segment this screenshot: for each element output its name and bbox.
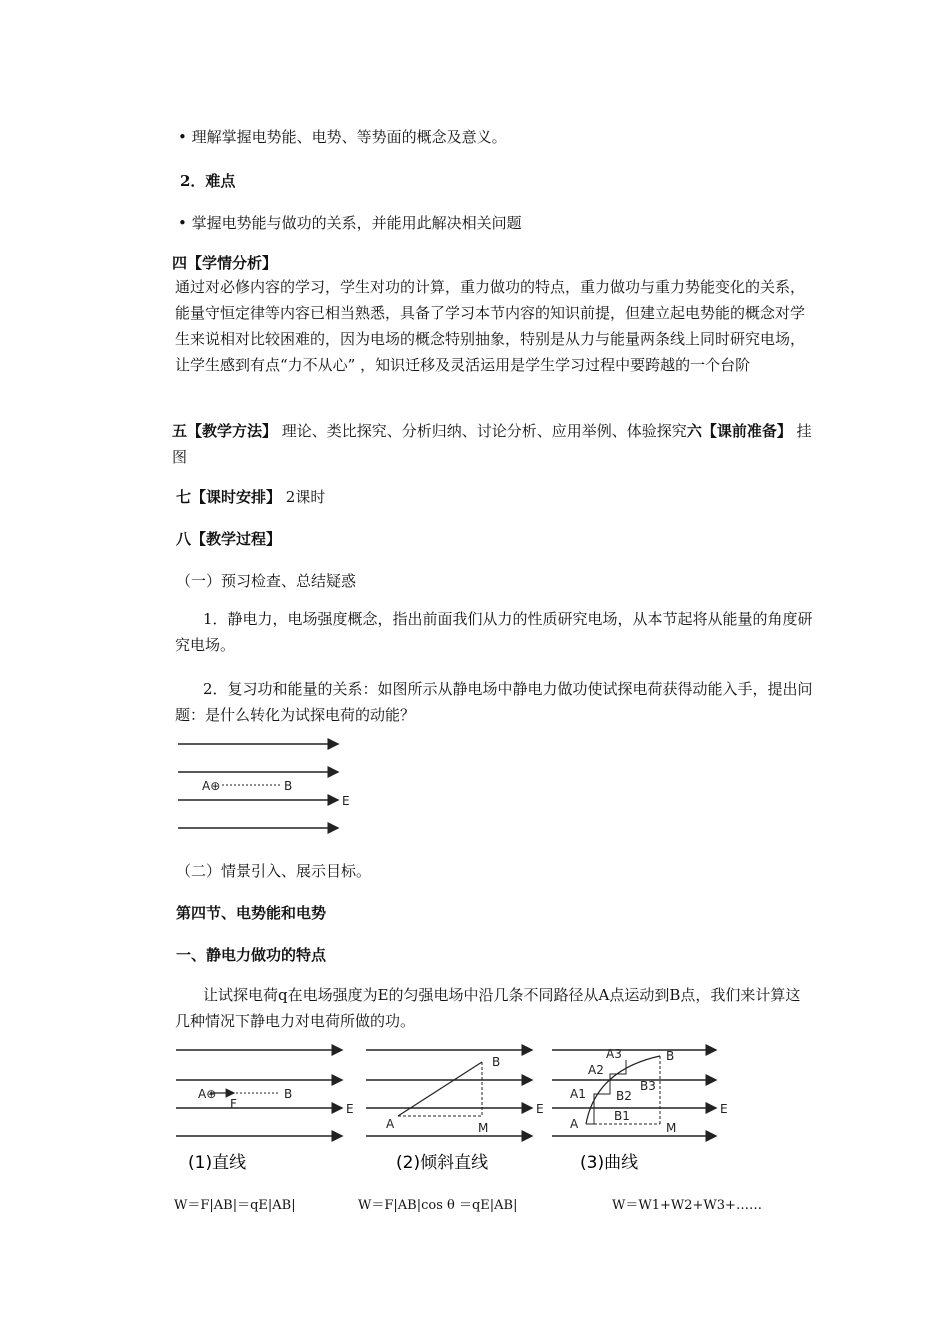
field-figure-1 [170, 736, 360, 836]
panel-straight-line [176, 1050, 354, 1173]
difficulty-heading: 2．难点 [180, 172, 236, 190]
section-7-heading: 七【课时安排】 [176, 488, 282, 506]
p1-f-label: F [230, 1097, 237, 1111]
bullet-dot: • [178, 128, 187, 146]
p2-e-label: E [536, 1102, 544, 1116]
bullet-dot: • [178, 214, 187, 232]
p3-a-label: A [570, 1117, 579, 1131]
intro-paragraph [175, 982, 815, 1034]
p1-caption: (1)直线 [188, 1153, 247, 1173]
section-8-heading: 八【教学过程】 [176, 530, 282, 548]
panel-curve [552, 1047, 728, 1173]
point-b-label: B [284, 779, 293, 793]
section-7-body: 2课时 [285, 488, 326, 506]
section-5-heading: 五【教学方法】 [172, 422, 278, 440]
p3-e-label: E [720, 1102, 728, 1116]
p1-a-label: A⊕ [198, 1087, 217, 1101]
step-2: （二）情景引入、展示目标。 [176, 862, 372, 880]
section-4-body: 通过对必修内容的学习，学生对功的计算，重力做功的特点，重力做功与重力势能变化的关系，能量守恒定律等内容已相当熟悉，具备了学习本节内容的知识前提，但建立起电势能的概念对学生来说相对比较困难的，因为电场的概念特别抽象，特别是从力与能量两条线上同时研究电场，让学生感到有点“力不从心” ，知识迁移及灵活运用是学生学习过程中要跨越的一个台阶 [175, 278, 806, 374]
key-point-1: 理解掌握电势能、电势、等势面的概念及意义。 [191, 128, 507, 146]
paragraph-2 [175, 676, 815, 728]
bullet-item [178, 212, 522, 233]
formula-1: W＝F|AB|＝qE|AB| [174, 1198, 296, 1213]
formula-2: W＝F|AB|cos θ ＝qE|AB| [358, 1198, 518, 1213]
key-point-2: 掌握电势能与做功的关系，并能用此解决相关问题 [191, 214, 522, 232]
p1-e-label: E [346, 1102, 354, 1116]
paragraph-2-text: 2．复习功和能量的关系：如图所示从静电场中静电力做功使试探电荷获得动能入手，提出问题：是什么转化为试探电荷的动能？ [175, 680, 813, 724]
point-a-label: A⊕ [202, 779, 221, 793]
paragraph-1-text: 1．静电力，电场强度概念，指出前面我们从力的性质研究电场，从本节起将从能量的角度研究电场。 [175, 610, 813, 654]
section-5-body: 理论、类比探究、分析归纳、讨论分析、应用举例、体验探究 [281, 422, 687, 440]
p3-m-label: M [666, 1121, 677, 1135]
p3-a3-label: A3 [606, 1047, 622, 1061]
p2-caption: (2)倾斜直线 [396, 1153, 489, 1173]
section-5-paragraph [172, 418, 820, 470]
p3-b-label: B [666, 1049, 675, 1063]
subsection-1-heading: 一、静电力做功的特点 [176, 946, 327, 964]
section-6-body: 挂图 [172, 422, 812, 466]
lesson-title: 第四节、电势能和电势 [176, 904, 327, 922]
intro-text: 让试探电荷q在电场强度为E的匀强电场中沿几条不同路径从A点运动到B点，我们来计算这几种情况下静电力对电荷所做的功。 [175, 986, 801, 1030]
p2-a-label: A [386, 1117, 395, 1131]
p3-b2-label: B2 [616, 1089, 632, 1103]
section-6-heading: 六【课前准备】 [686, 422, 792, 440]
field-e-label: E [342, 794, 350, 808]
p3-b3-label: B3 [640, 1079, 656, 1093]
p2-m-label: M [478, 1121, 489, 1135]
section-7 [176, 486, 325, 507]
bullet-item [178, 126, 507, 147]
p3-a2-label: A2 [588, 1063, 604, 1077]
field-figure-2 [170, 1040, 740, 1180]
p3-caption: (3)曲线 [580, 1153, 639, 1173]
p3-b1-label: B1 [614, 1109, 630, 1123]
p1-b-label: B [284, 1087, 293, 1101]
step-1: （一）预习检查、总结疑惑 [176, 572, 357, 590]
p2-b-label: B [492, 1055, 501, 1069]
panel-inclined-line [366, 1050, 544, 1173]
formula-3: W＝W1+W2+W3+…… [612, 1198, 762, 1213]
paragraph-1 [175, 606, 815, 658]
section-4-heading: 四【学情分析】 [172, 254, 278, 272]
p3-a1-label: A1 [570, 1087, 586, 1101]
